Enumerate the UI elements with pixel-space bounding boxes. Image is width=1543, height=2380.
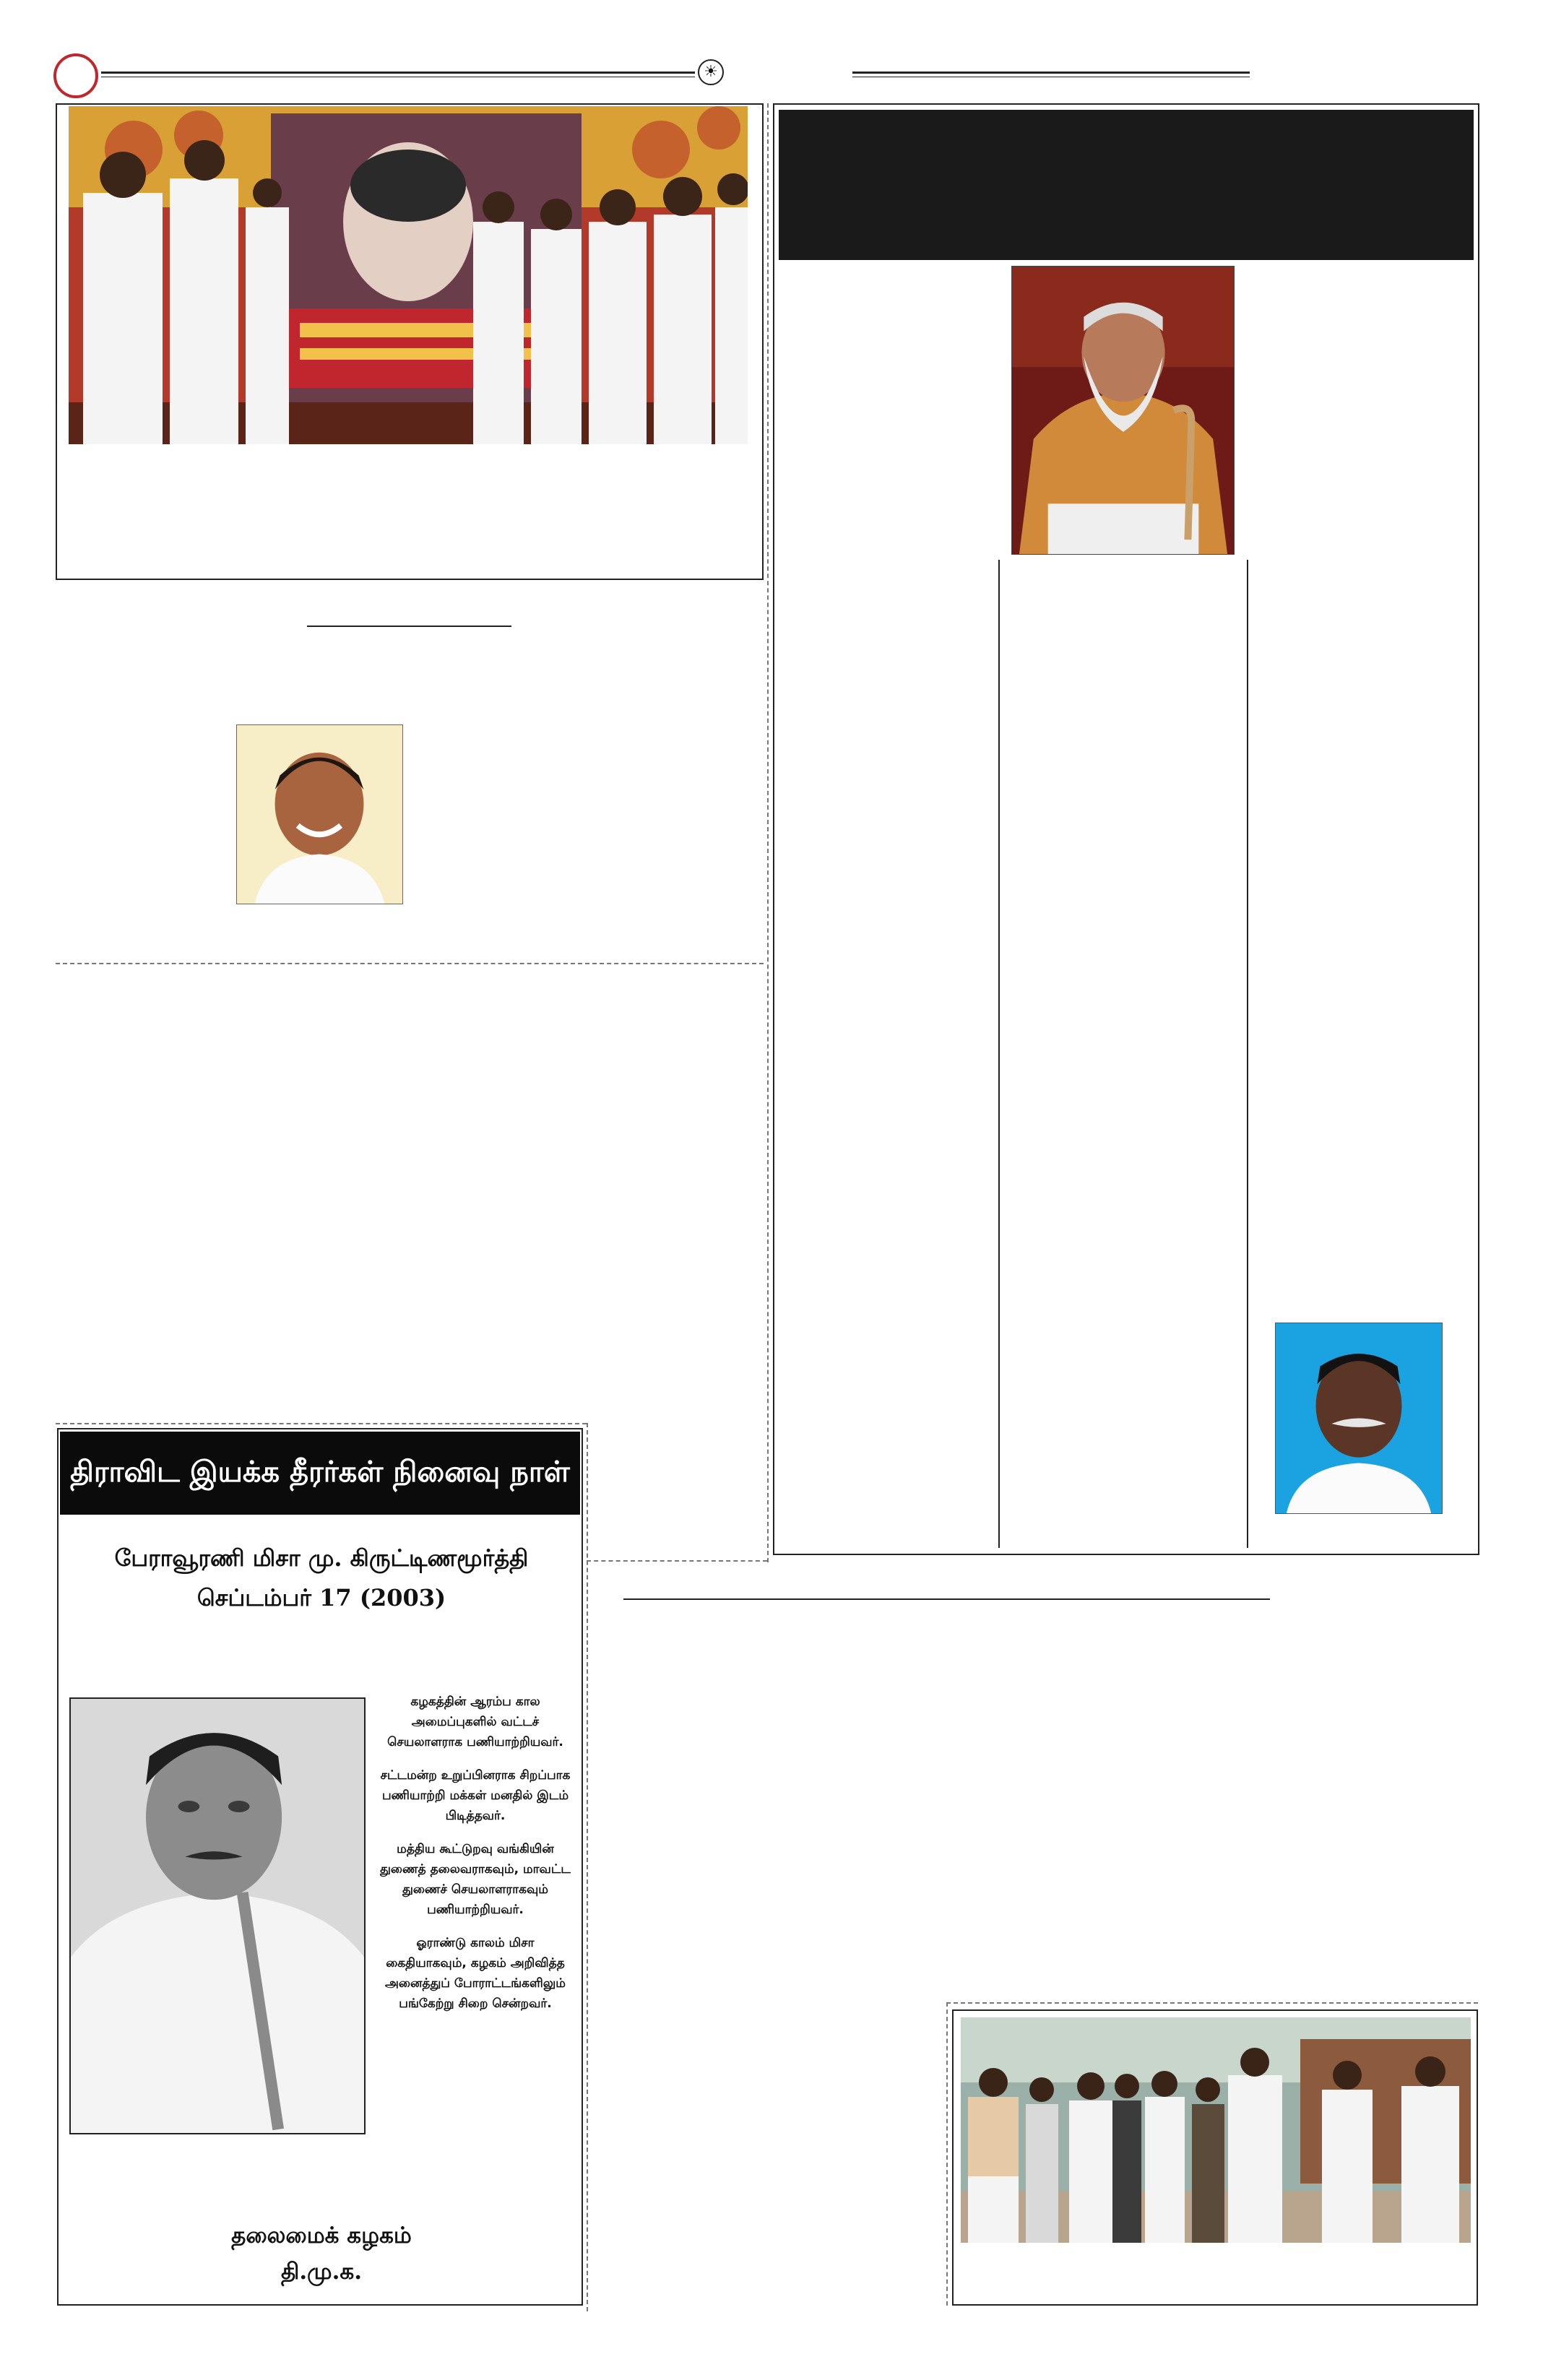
party-emblem-icon: ☀ [698,59,724,85]
masthead-circle [53,53,98,98]
smiling-man-portrait [236,724,403,904]
mustached-man-portrait [1275,1323,1443,1514]
bio-paragraph: மத்திய கூட்டுறவு வங்கியின் துணைத் தலைவராகவும், மாவட்ட துணைச் செயலாளராகவும் பணியாற்றியவர். [380,1842,571,1917]
lower-right-rule [623,1598,1270,1600]
memorial-date: செப்டம்பர் 17 (2003) [196,1584,446,1611]
memorial-signature-1: தலைமைக் கழகம் [231,2223,412,2249]
group-photo [961,2017,1471,2243]
headline-rule [307,626,511,627]
feature-column-rule-1 [998,560,1000,1548]
event-photo [69,106,748,444]
feature-banner [779,110,1474,260]
masthead-rule-left [101,72,695,74]
bio-paragraph: கழகத்தின் ஆரம்ப கால அமைப்புகளில் வட்டச் செயலாளராக பணியாற்றியவர். [387,1695,563,1749]
memorial-signature-2: தி.மு.க. [280,2259,363,2285]
group-photo-dashed-top [946,2002,1478,2004]
masthead-rule-right [852,72,1250,74]
center-divider [767,103,769,1562]
memorial-right-dashed [587,1560,767,1562]
bearded-elder-portrait [1011,266,1235,555]
left-column-divider [56,963,764,964]
memorial-top-dashed [56,1423,587,1424]
bio-paragraph: சட்டமன்ற உறுப்பினராக சிறப்பாக பணியாற்றி மக்கள் மனதில் இடம் பிடித்தவர். [380,1768,571,1823]
memorial-bio [374,1692,576,2027]
memorial-right-dashed-v [587,1423,588,2311]
feature-column-rule-2 [1247,560,1248,1548]
memorial-portrait [69,1697,366,2134]
memorial-header: திராவிட இயக்க தீரர்கள் நினைவு நாள் [60,1432,580,1515]
bio-paragraph: ஓராண்டு காலம் மிசா கைதியாகவும், கழகம் அறிவித்த அனைத்துப் போராட்டங்களிலும் பங்கேற்று சிறை சென்றவர். [385,1936,566,2011]
group-photo-dashed-left [946,2002,948,2306]
memorial-person-name: பேராவூரணி மிசா மு. கிருட்டிணமூர்த்தி [114,1544,529,1572]
